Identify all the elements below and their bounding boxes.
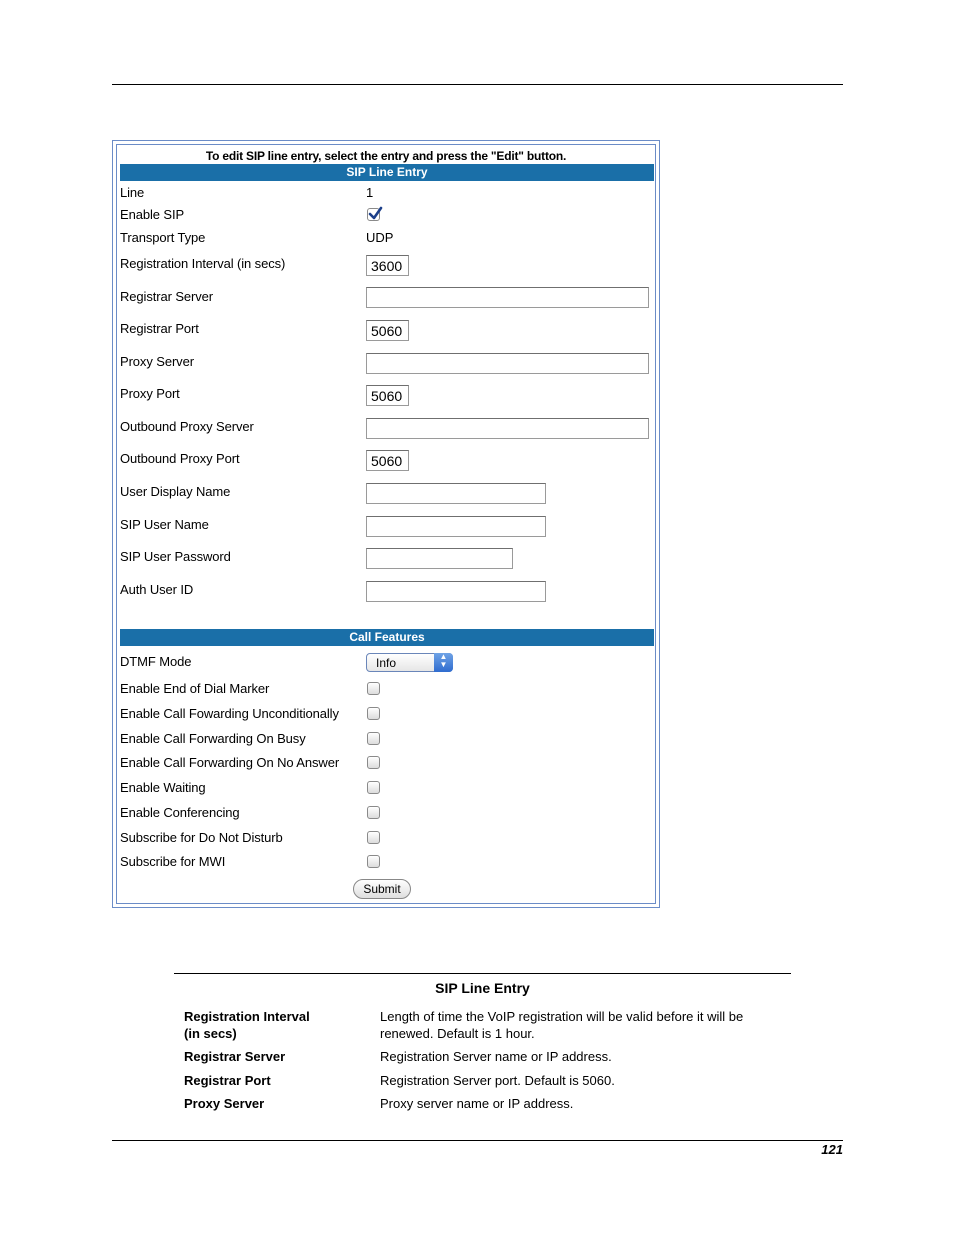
- registration-interval-input[interactable]: [366, 255, 409, 276]
- registrar-server-label: Registrar Server: [120, 289, 214, 304]
- feature-label-call-forwarding-unconditionally: Enable Call Fowarding Unconditionally: [120, 706, 339, 721]
- feature-label-conferencing: Enable Conferencing: [120, 805, 240, 820]
- registrar-port-input[interactable]: [366, 320, 409, 341]
- enable-sip-checkbox[interactable]: [367, 208, 380, 221]
- auth-user-id-input[interactable]: [366, 581, 546, 602]
- desc-definition-registrar-port: Registration Server port. Default is 5060.: [380, 1073, 615, 1088]
- feature-label-do-not-disturb: Subscribe for Do Not Disturb: [120, 830, 283, 845]
- registrar-server-input[interactable]: [366, 287, 649, 308]
- feature-checkbox-call-forwarding-unconditionally[interactable]: [367, 707, 380, 720]
- feature-checkbox-call-forwarding-busy[interactable]: [367, 732, 380, 745]
- submit-button[interactable]: Submit: [353, 879, 411, 899]
- feature-checkbox-waiting[interactable]: [367, 781, 380, 794]
- auth-user-id-label: Auth User ID: [120, 582, 194, 597]
- sip-user-password-input[interactable]: [366, 548, 513, 569]
- line-value: 1: [366, 185, 374, 200]
- sip-line-entry-panel: [112, 140, 660, 908]
- registration-interval-label: Registration Interval (in secs): [120, 256, 286, 271]
- outbound-proxy-server-label: Outbound Proxy Server: [120, 419, 254, 434]
- feature-label-end-of-dial-marker: Enable End of Dial Marker: [120, 681, 270, 696]
- outbound-proxy-port-label: Outbound Proxy Port: [120, 451, 240, 466]
- feature-label-call-forwarding-no-answer: Enable Call Forwarding On No Answer: [120, 755, 340, 770]
- registrar-port-label: Registrar Port: [120, 321, 199, 336]
- description-table-rule: [174, 973, 791, 974]
- call-features-header: Call Features: [120, 629, 654, 646]
- feature-checkbox-conferencing[interactable]: [367, 806, 380, 819]
- sip-line-entry-header: SIP Line Entry: [120, 164, 654, 181]
- sip-user-password-label: SIP User Password: [120, 549, 231, 564]
- feature-label-mwi: Subscribe for MWI: [120, 854, 226, 869]
- edit-instruction: To edit SIP line entry, select the entry and press the "Edit" button.: [205, 149, 567, 163]
- proxy-port-label: Proxy Port: [120, 386, 180, 401]
- user-display-name-label: User Display Name: [120, 484, 231, 499]
- dtmf-mode-selected-value: Info: [376, 656, 397, 670]
- desc-definition-proxy-server: Proxy server name or IP address.: [380, 1096, 574, 1111]
- page-number: 121: [821, 1142, 843, 1157]
- feature-checkbox-do-not-disturb[interactable]: [367, 831, 380, 844]
- sip-user-name-input[interactable]: [366, 516, 546, 537]
- footer-rule: [112, 1140, 843, 1141]
- feature-checkbox-mwi[interactable]: [367, 855, 380, 868]
- feature-label-waiting: Enable Waiting: [120, 780, 206, 795]
- header-rule: [112, 84, 843, 85]
- proxy-port-input[interactable]: [366, 385, 409, 406]
- desc-term-proxy-server: Proxy Server: [184, 1096, 265, 1111]
- desc-term-line1: Registration Interval: [184, 1009, 310, 1024]
- proxy-server-input[interactable]: [366, 353, 649, 374]
- transport-type-value: UDP: [366, 230, 394, 245]
- user-display-name-input[interactable]: [366, 483, 546, 504]
- proxy-server-label: Proxy Server: [120, 354, 194, 369]
- checkmark-icon: [367, 206, 383, 222]
- sip-user-name-label: SIP User Name: [120, 517, 209, 532]
- dtmf-mode-select[interactable]: [366, 653, 453, 672]
- dtmf-mode-label: DTMF Mode: [120, 654, 192, 669]
- desc-term-registrar-server: Registrar Server: [184, 1049, 286, 1064]
- outbound-proxy-port-input[interactable]: [366, 450, 409, 471]
- transport-type-label: Transport Type: [120, 230, 206, 245]
- desc-definition-registration-interval: Length of time the VoIP registration will be valid before it will be renewed. Default is 1 hour.: [380, 1009, 744, 1041]
- feature-checkbox-end-of-dial-marker[interactable]: [367, 682, 380, 695]
- desc-term-registrar-port: Registrar Port: [184, 1073, 271, 1088]
- desc-term-registration-interval: [184, 1008, 364, 1042]
- enable-sip-label: Enable SIP: [120, 207, 185, 222]
- feature-label-call-forwarding-busy: Enable Call Forwarding On Busy: [120, 731, 306, 746]
- desc-term-line2: (in secs): [184, 1026, 237, 1041]
- description-table-title: SIP Line Entry: [435, 980, 530, 996]
- up-down-arrows-icon: ▲ ▼: [434, 653, 453, 672]
- desc-definition-registrar-server: Registration Server name or IP address.: [380, 1049, 612, 1064]
- outbound-proxy-server-input[interactable]: [366, 418, 649, 439]
- feature-checkbox-call-forwarding-no-answer[interactable]: [367, 756, 380, 769]
- panel-inner-frame: [116, 144, 656, 904]
- line-label: Line: [120, 185, 145, 200]
